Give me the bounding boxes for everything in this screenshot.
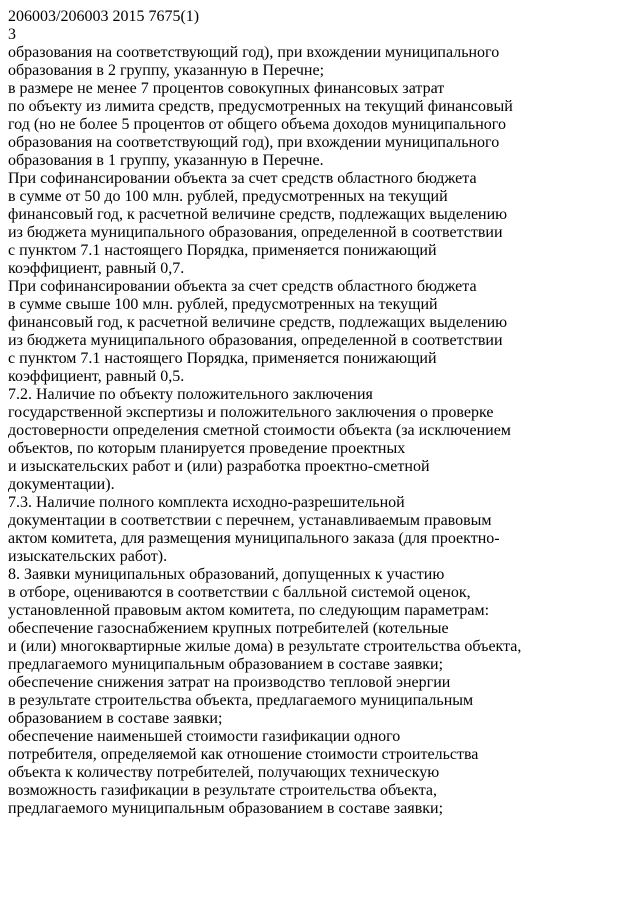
document-reference-code: 206003/206003 2015 7675(1) [8, 8, 200, 25]
text-line: в результате строительства объекта, предлагаемого муниципальным [8, 692, 474, 709]
text-line: из бюджета муниципального образования, определенной в соответствии [8, 224, 503, 241]
text-line: достоверности определения сметной стоимости объекта (за исключением [8, 422, 511, 439]
text-line: установленной правовым актом комитета, по следующим параметрам: [8, 602, 490, 619]
text-line: по объекту из лимита средств, предусмотренных на текущий финансовый [8, 98, 513, 115]
text-line: образования в 2 группу, указанную в Перечне; [8, 62, 325, 79]
text-line: в сумме свыше 100 млн. рублей, предусмотренных на текущий [8, 296, 438, 313]
document-page [8, 8, 632, 818]
text-line: государственной экспертизы и положительного заключения о проверке [8, 404, 494, 421]
text-line: предлагаемого муниципальным образованием в составе заявки; [8, 800, 444, 817]
text-line: 7.2. Наличие по объекту положительного заключения [8, 386, 373, 403]
text-line: коэффициент, равный 0,5. [8, 368, 185, 385]
text-line: образованием в составе заявки; [8, 710, 223, 727]
text-line: документации). [8, 476, 115, 493]
text-line: 8. Заявки муниципальных образований, допущенных к участию [8, 566, 445, 583]
text-line: год (но не более 5 процентов от общего объема доходов муниципального [8, 116, 506, 133]
text-line: в сумме от 50 до 100 млн. рублей, предусмотренных на текущий [8, 188, 448, 205]
text-line: и (или) многоквартирные жилые дома) в результате строительства объекта, [8, 638, 522, 655]
document-body [8, 44, 632, 818]
text-line: в размере не менее 7 процентов совокупных финансовых затрат [8, 80, 445, 97]
text-line: изыскательских работ). [8, 548, 168, 565]
text-line: объекта к количеству потребителей, получающих техническую [8, 764, 440, 781]
text-line: При софинансировании объекта за счет средств областного бюджета [8, 278, 477, 295]
text-line: образования на соответствующий год), при вхождении муниципального [8, 134, 500, 151]
text-line: образования на соответствующий год), при вхождении муниципального [8, 44, 500, 61]
text-line: с пунктом 7.1 настоящего Порядка, применяется понижающий [8, 350, 437, 367]
text-line: документации в соответствии с перечнем, устанавливаемым правовым [8, 512, 492, 529]
text-line: возможность газификации в результате строительства объекта, [8, 782, 437, 799]
text-line: актом комитета, для размещения муниципального заказа (для проектно- [8, 530, 500, 547]
text-line: образования в 1 группу, указанную в Перечне. [8, 152, 324, 169]
text-line: финансовый год, к расчетной величине средств, подлежащих выделению [8, 206, 508, 223]
text-line: При софинансировании объекта за счет средств областного бюджета [8, 170, 477, 187]
text-line: обеспечение снижения затрат на производство тепловой энергии [8, 674, 451, 691]
text-line: из бюджета муниципального образования, определенной в соответствии [8, 332, 503, 349]
text-line: с пунктом 7.1 настоящего Порядка, применяется понижающий [8, 242, 437, 259]
text-line: и изыскательских работ и (или) разработка проектно-сметной [8, 458, 430, 475]
text-line: финансовый год, к расчетной величине средств, подлежащих выделению [8, 314, 508, 331]
text-line: 7.3. Наличие полного комплекта исходно-разрешительной [8, 494, 405, 511]
page-number: 3 [8, 26, 16, 43]
text-line: потребителя, определяемой как отношение стоимости строительства [8, 746, 479, 763]
text-line: предлагаемого муниципальным образованием в составе заявки; [8, 656, 444, 673]
text-line: обеспечение газоснабжением крупных потребителей (котельные [8, 620, 449, 637]
text-line: в отборе, оцениваются в соответствии с балльной системой оценок, [8, 584, 471, 601]
text-line: объектов, по которым планируется проведение проектных [8, 440, 406, 457]
text-line: обеспечение наименьшей стоимости газификации одного [8, 728, 401, 745]
text-line: коэффициент, равный 0,7. [8, 260, 185, 277]
